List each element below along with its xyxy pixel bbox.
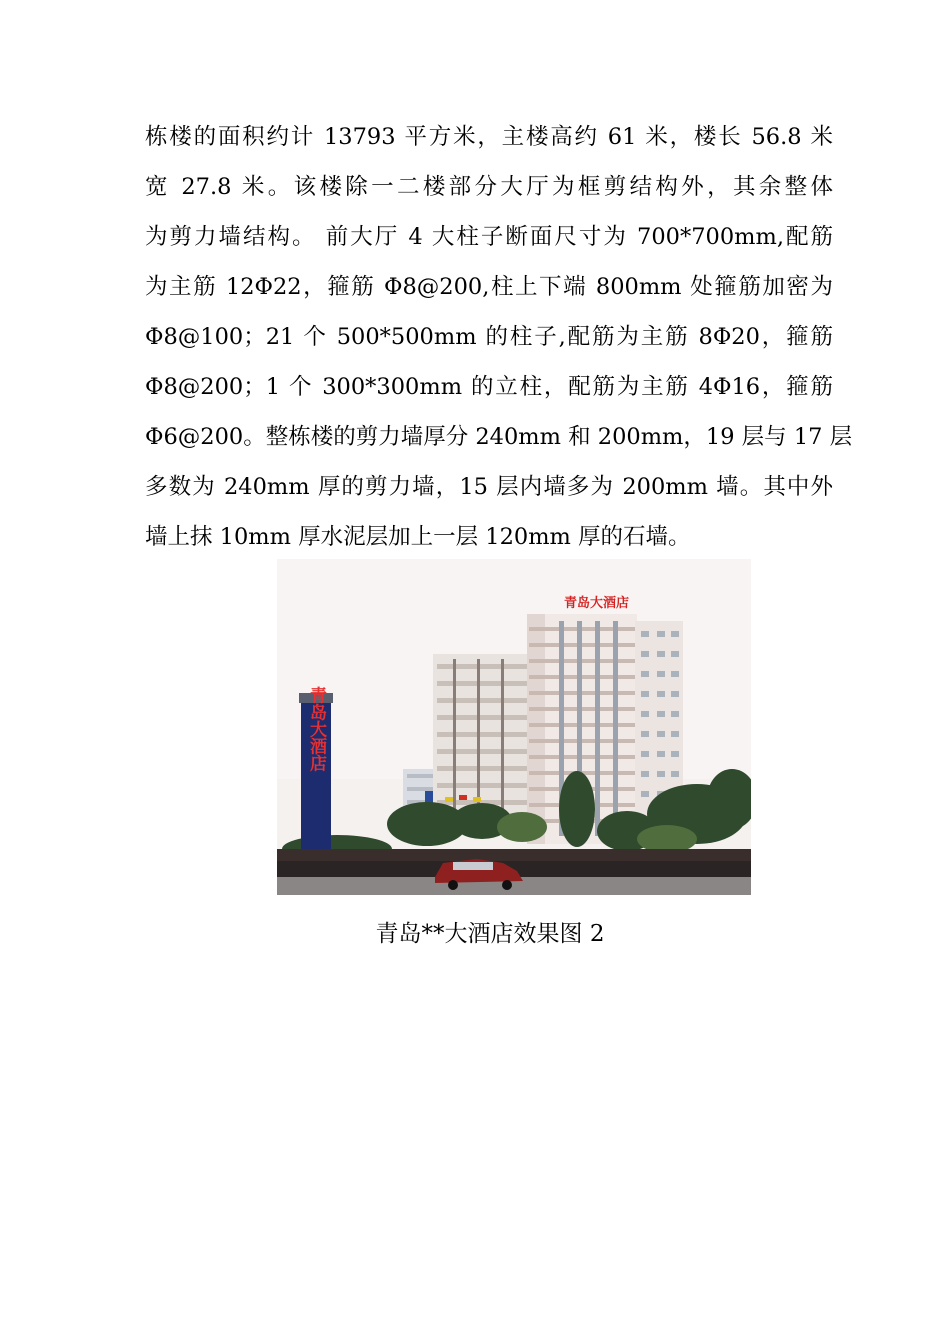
paragraph-line: Φ8@100；21 个 500*500mm 的柱子,配筋为主筋 8Φ20，箍筋 xyxy=(145,324,833,350)
rooftop-sign: 青岛大酒店 xyxy=(564,596,630,611)
paragraph-line: 为主筋 12Φ22，箍筋 Φ8@200,柱上下端 800mm 处箍筋加密为 xyxy=(145,274,833,300)
paragraph-line: 多数为 240mm 厚的剪力墙，15 层内墙多为 200mm 墙。其中外 xyxy=(145,474,833,500)
hotel-photo xyxy=(277,559,751,895)
paragraph-line: Φ8@200；1 个 300*300mm 的立柱，配筋为主筋 4Φ16，箍筋 xyxy=(145,374,833,400)
figure-caption: 青岛**大酒店效果图 2 xyxy=(375,921,605,947)
body-paragraph xyxy=(145,112,853,562)
paragraph-line: 为剪力墙结构。 前大厅 4 大柱子断面尺寸为 700*700mm,配筋 xyxy=(145,224,833,250)
paragraph-line: 宽 27.8 米。该楼除一二楼部分大厅为框剪结构外，其余整体 xyxy=(145,174,833,200)
paragraph-line: Φ6@200。整栋楼的剪力墙厚分 240mm 和 200mm，19 层与 17 层 xyxy=(145,424,853,450)
paragraph-line: 墙上抹 10mm 厚水泥层加上一层 120mm 厚的石墙。 xyxy=(145,524,691,550)
pillar-sign: 青岛大酒店 xyxy=(306,686,326,772)
paragraph-line: 栋楼的面积约计 13793 平方米，主楼高约 61 米，楼长 56.8 米 xyxy=(145,124,833,150)
